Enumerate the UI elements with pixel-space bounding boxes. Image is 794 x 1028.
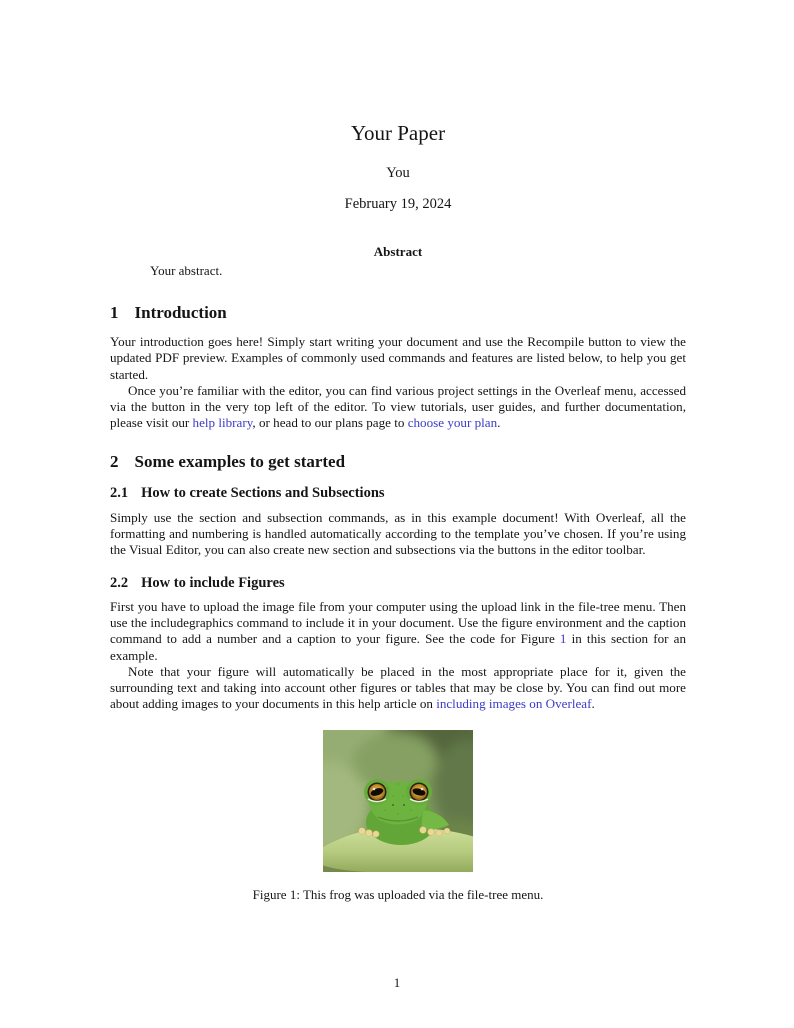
paper-title: Your Paper xyxy=(350,121,446,145)
subsection-2-2-number: 2.2 xyxy=(110,574,129,591)
subsection-2-2-paragraph-2 xyxy=(110,664,686,713)
text-run: Once you’re familiar with the editor, you can find various project settings in the Overleaf menu, accessed via the button in the very top left of the editor. To view tutorials, user guides, and further documentation, please visit our xyxy=(110,382,686,431)
abstract-heading: Abstract xyxy=(373,244,423,259)
subsection-2-1-title: How to create Sections and Subsections xyxy=(141,484,385,501)
text-run: . xyxy=(497,415,501,431)
paper-date: February 19, 2024 xyxy=(344,196,452,212)
subsection-2-2-paragraph-1 xyxy=(110,599,686,664)
including-images-link[interactable]: including images on Overleaf xyxy=(436,696,592,712)
text-block xyxy=(110,0,686,903)
page-number: 1 xyxy=(393,975,401,990)
choose-your-plan-link[interactable]: choose your plan xyxy=(407,415,498,431)
subsection-2-2-heading xyxy=(110,574,686,593)
paper-author: You xyxy=(386,165,410,181)
text-run: . xyxy=(591,696,595,712)
section-2-heading xyxy=(110,451,686,473)
subsection-2-2-title: How to include Figures xyxy=(141,574,285,591)
frog-photo-image xyxy=(323,730,473,872)
section-2-title: Some examples to get started xyxy=(134,451,346,471)
section-1-number: 1 xyxy=(110,303,119,322)
figure-1 xyxy=(110,730,686,872)
section-1-heading xyxy=(110,302,686,324)
section-2-number: 2 xyxy=(110,451,119,471)
figure-1-ref-link[interactable]: 1 xyxy=(559,631,567,647)
abstract-text: Your abstract. xyxy=(150,263,223,278)
text-run: in this section for an example. xyxy=(110,631,686,663)
subsection-2-1-heading xyxy=(110,484,686,503)
section-1-title: Introduction xyxy=(134,303,227,322)
text-run: Note that your figure will automatically be placed in the most appropriate place for it, given the surrounding text and taking into account other figures or tables that may be close by. You can find out more about adding images to your documents in this help article on xyxy=(110,663,686,712)
figure-1-caption: Figure 1: This frog was uploaded via the file-tree menu. xyxy=(252,886,544,902)
help-library-link[interactable]: help library xyxy=(192,415,253,431)
intro-paragraph-1: Your introduction goes here! Simply start writing your document and use the Recompile button to view the updated PDF preview. Examples of commonly used commands and features are listed below, to help you get started. xyxy=(110,334,686,382)
subsection-2-1-paragraph: Simply use the section and subsection commands, as in this example document! With Overleaf, all the formatting and numbering is handled automatically according to the template you’ve chosen. If you’re using the Visual Editor, you can also create new section and subsections via the buttons in the editor toolbar. xyxy=(110,509,686,558)
subsection-2-1-number: 2.1 xyxy=(110,484,129,501)
text-run: , or head to our plans page to xyxy=(252,415,408,431)
intro-paragraph-2 xyxy=(110,383,686,432)
text-run: First you have to upload the image file from your computer using the upload link in the file-tree menu. Then use the includegraphics command to include it in your document. Use the figure environment and the caption command to add a number and a caption to your figure. See the code for Figure xyxy=(110,598,686,647)
